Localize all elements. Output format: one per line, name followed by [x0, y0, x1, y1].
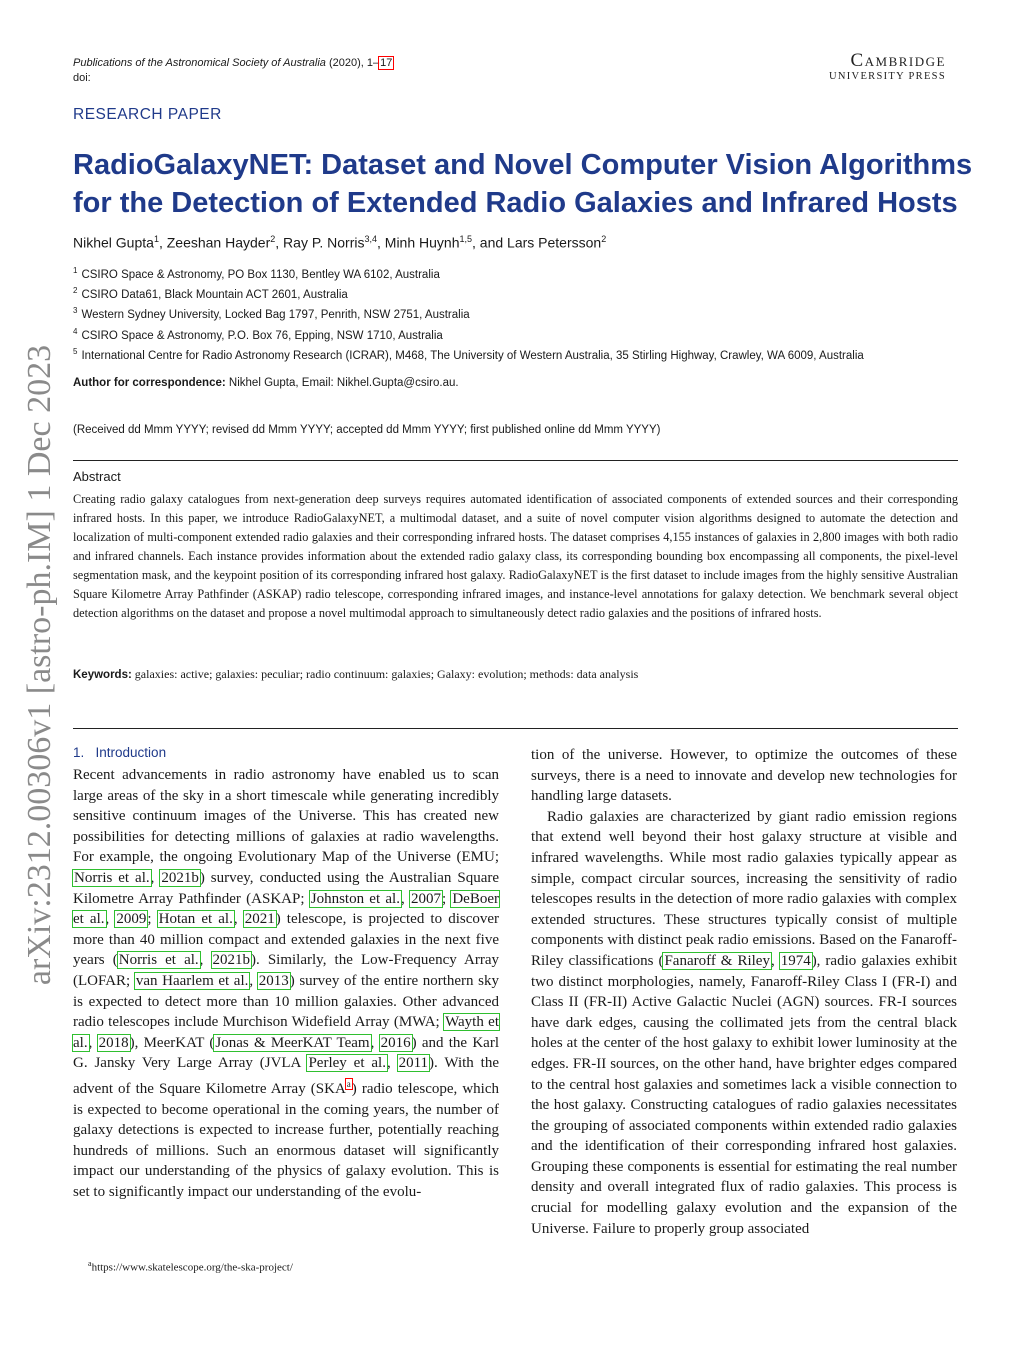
abstract-text: Creating radio galaxy catalogues from next-generation deep surveys requires automated identification of associated components of extended sources and their corresponding infrared hosts. In this paper, we introduce RadioGalaxyNET, a multimodal dataset, and a suite of novel computer vision algorithms designed to automate the detection and localization of multi-component extended radio galaxies and their corresponding infrared hosts. The dataset comprises 4,155 instances of galaxies in 2,800 images with both radio and infrared channels. Each instance provides information about the extended radio galaxy class, its corresponding bounding box encompassing all components, the pixel-level segmentation mask, and the keypoint position of its corresponding infrared host galaxy. RadioGalaxyNET is the first dataset to include images from the highly sensitive Australian Square Kilometre Array Pathfinder (ASKAP) radio telescope, corresponding infrared images, and instance-level annotations for galaxy detection. We benchmark several object detection algorithms on the dataset and propose a novel multimodal approach to simultaneously detect radio galaxies and the positions of infrared hosts. — [73, 492, 958, 620]
affiliation-text: CSIRO Data61, Black Mountain ACT 2601, Australia — [81, 289, 348, 302]
citation-link[interactable]: Jonas & MeerKAT Team — [215, 1034, 370, 1051]
paper-type: RESEARCH PAPER — [73, 106, 222, 123]
affiliation-number: 5 — [73, 346, 78, 356]
body-column-right — [531, 745, 957, 1239]
citation-link[interactable]: Fanaroff & Riley — [664, 952, 770, 969]
citation-link[interactable]: Johnston et al. — [310, 890, 400, 907]
abstract-heading: Abstract — [73, 469, 121, 484]
author-affiliation-mark: 1 — [153, 234, 159, 244]
affiliation-item — [73, 344, 963, 364]
journal-name: Publications of the Astronomical Society of Australia — [73, 57, 326, 69]
author-affiliation-mark: 3,4 — [364, 234, 377, 244]
citation-link[interactable]: Hotan et al. — [158, 911, 233, 928]
journal-header — [73, 56, 393, 86]
affiliation-text: CSIRO Space & Astronomy, P.O. Box 76, Epping, NSW 1710, Australia — [81, 329, 443, 342]
paragraph: tion of the universe. However, to optimize the outcomes of these surveys, there is a need to innovate and develop new technologies for handling large datasets. — [531, 747, 957, 805]
affiliations — [73, 263, 963, 364]
citation-link[interactable]: 2007 — [410, 890, 441, 907]
citation-link[interactable]: Wayth et al. — [73, 1014, 500, 1051]
citation-link[interactable]: 2011 — [398, 1055, 429, 1072]
publisher-subtitle: UNIVERSITY PRESS — [829, 71, 946, 82]
author-name: Ray P. Norris — [283, 234, 365, 251]
doi-label: doi: — [73, 72, 91, 84]
affiliation-text: CSIRO Space & Astronomy, PO Box 1130, Bentley WA 6102, Australia — [81, 268, 440, 281]
last-page-link[interactable]: 17 — [380, 57, 393, 69]
affiliation-text: International Centre for Radio Astronomy Research (ICRAR), M468, The University of Western Australia, 35 Stirling Highway, Crawley, WA 6009, Australia — [81, 349, 864, 362]
paper-title: RadioGalaxyNET: Dataset and Novel Computer Vision Algorithms for the Detection of Extended Radio Galaxies and Infrared Hosts — [73, 149, 973, 219]
author-name: Nikhel Gupta — [73, 234, 154, 251]
citation-link[interactable]: 2016 — [380, 1034, 411, 1051]
affiliation-item — [73, 303, 963, 323]
section-title: Introduction — [95, 745, 167, 760]
author-name: Minh Huynh — [384, 234, 460, 251]
citation-link[interactable]: 1974 — [780, 952, 811, 969]
citation-link[interactable]: Norris et al. — [74, 869, 150, 886]
correspondence-label: Author for correspondence: — [73, 377, 226, 389]
citation-link[interactable]: 2013 — [258, 972, 289, 989]
publisher-logo — [829, 51, 946, 83]
abstract-bottom-rule — [73, 728, 958, 729]
affiliation-number: 1 — [73, 266, 78, 275]
keywords-text: galaxies: active; galaxies: peculiar; radio continuum: galaxies; Galaxy: evolution; methods: data analysis — [134, 667, 639, 681]
citation-link[interactable]: 2021 — [244, 911, 275, 928]
citation-link[interactable]: 2009 — [116, 911, 147, 928]
citation-link[interactable]: 2021b — [161, 869, 199, 886]
publisher-name: Cambridge — [850, 50, 946, 71]
citation-link[interactable]: 2021b — [212, 952, 250, 969]
affiliation-item — [73, 324, 963, 344]
citation-link[interactable]: 2018 — [98, 1034, 129, 1051]
abstract-top-rule — [73, 460, 958, 461]
footnote-mark: a — [88, 1259, 92, 1268]
paragraph: Radio galaxies are characterized by giant radio emission regions that extend well beyond their host galaxy structure at visible and infrared wavelengths. While most radio galaxies typically appear as simple, compact circular sources, increasing the sensitivity of radio telescopes results in the detection of more radio galaxies with complex extended structures. These structures typically consist of multiple components with distinct peak radio emissions. Based on the Fanaroff-Riley classifications (Fanaroff & Riley, 1974), radio galaxies exhibit two distinct morphologies, namely, Fanaroff-Riley Class I (FR-I) and Class II (FR-II) Active Galactic Nuclei (AGN) sources. FR-I sources have dark edges, causing the collimated jets from the central black holes at the center of the host galaxy to exhibit lower luminosity at the edges. FR-II sources, on the other hand, have brighter edges compared to the central host galaxies and sometimes lack a visible connection to the host galaxy. Constructing catalogues of radio galaxies necessitates the grouping of associated components within extended radio galaxies and the identification of their corresponding infrared host galaxies. Grouping these components is essential for estimating the real number density and overall integrated flux of radio galaxies. This process is crucial for modelling galaxy evolution and the expansion of the Universe. Failure to properly group associated — [531, 808, 958, 1237]
affiliation-text: Western Sydney University, Locked Bag 1797, Penrith, NSW 2751, Australia — [81, 309, 470, 322]
body-column-left: Recent advancements in radio astronomy have enabled us to scan large areas of the sky in a short timescale while generating incredibly sensitive continuum images of the Universe. This has created new possibilities for detecting millions of galaxies at radio wavelengths. For example, the ongoing Evolutionary Map of the Universe (EMU; Norris et al., 2021b) survey, conducted using the Australian Square Kilometre Array Pathfinder (ASKAP; Johnston et al., 2007; DeBoer et al., 2009; Hotan et al., 2021) telescope, is projected to discover more than 40 million compact and extended galaxies in the next five years (Norris et al., 2021b). Similarly, the Low-Frequency Array (LOFAR; van Haarlem et al., 2013) survey of the entire northern sky is expected to detect more than 10 million galaxies. Other advanced radio telescopes include Murchison Widefield Array (MWA; Wayth et al., 2018), MeerKAT (Jonas & MeerKAT Team, 2016) and the Karl G. Jansky Very Large Array (JVLA Perley et al., 2011). With the advent of the Square Kilometre Array (SKA$^a$) radio telescope, which is expected to become operational in the coming years, the number of galaxy detections is expected to increase further, potentially reaching hundreds of millions. Such an enormous dataset will significantly impact our understanding of the physics of galaxy evolution. This is set to significantly impact our understanding of the evolu- — [73, 767, 500, 1200]
author-affiliation-mark: 2 — [270, 234, 276, 244]
section-number: 1. — [73, 745, 85, 760]
author-name: Lars Petersson — [507, 234, 602, 251]
correspondence-text: Nikhel Gupta, Email: Nikhel.Gupta@csiro.au. — [228, 377, 459, 389]
author-name: Zeeshan Hayder — [166, 234, 271, 251]
journal-year-pages: (2020), 1– — [328, 57, 380, 69]
citation-link[interactable]: Norris et al. — [118, 952, 199, 969]
citation-link[interactable]: Perley et al. — [308, 1055, 386, 1072]
affiliation-number: 2 — [73, 286, 78, 296]
arxiv-identifier: arXiv:2312.00306v1 [astro-ph.IM] 1 Dec 2023 — [21, 344, 58, 986]
author-list: Nikhel Gupta$^1$, Zeeshan Hayder$^2$, Ray P. Norris$^{3,4}$, Minh Huynh$^{1,5}$, and Lars Petersson$^2$ — [73, 234, 607, 251]
footnote — [88, 1259, 293, 1274]
section-heading — [73, 745, 166, 760]
affiliation-number: 4 — [73, 326, 78, 336]
author-affiliation-mark: 1,5 — [459, 234, 472, 244]
keywords — [73, 667, 638, 682]
author-affiliation-mark: 2 — [601, 234, 607, 244]
keywords-label: Keywords: — [73, 669, 132, 681]
footnote-link[interactable]: a — [346, 1078, 351, 1089]
citation-link[interactable]: van Haarlem et al. — [135, 972, 249, 989]
affiliation-item — [73, 263, 963, 283]
affiliation-number: 3 — [73, 306, 78, 316]
received-dates: (Received dd Mmm YYYY; revised dd Mmm YYYY; accepted dd Mmm YYYY; first published online dd Mmm YYYY) — [73, 424, 661, 436]
correspondence — [73, 377, 459, 389]
citation-link[interactable]: DeBoer et al. — [73, 890, 499, 928]
affiliation-item — [73, 283, 963, 303]
footnote-url[interactable]: https://www.skatelescope.org/the-ska-project/ — [91, 1261, 293, 1274]
